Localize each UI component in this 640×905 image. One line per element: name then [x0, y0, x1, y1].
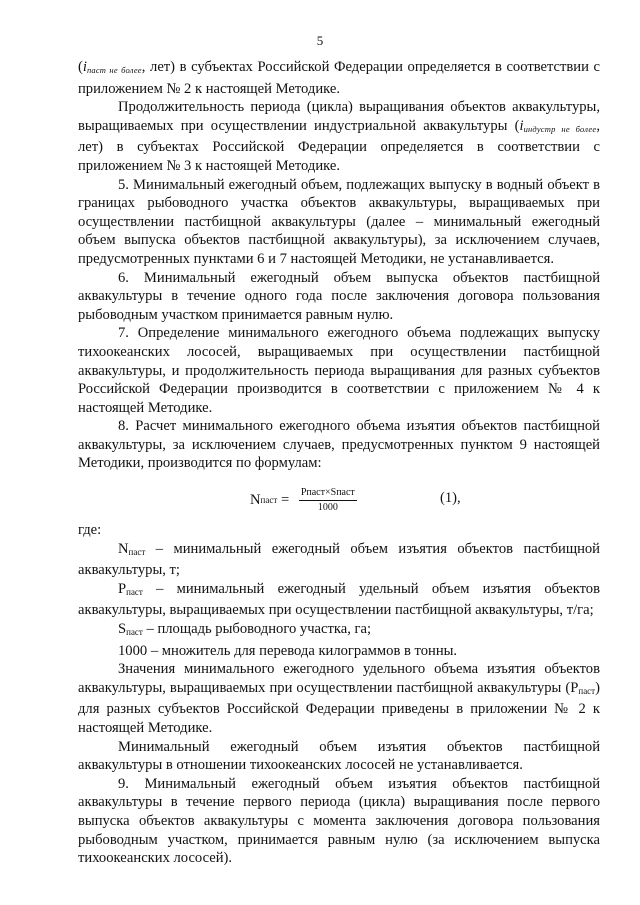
- formula-lhs-subscript: паст: [260, 494, 278, 505]
- symbol-n-subscript: паст: [128, 546, 146, 557]
- where-label: где:: [78, 522, 102, 539]
- definition-p-text: – минимальный ежегодный удельный объем изъятия объектов аквакультуры, выращиваемых при осуществлении пастбищной аквакультуры, т/га;: [78, 580, 600, 619]
- formula-expression: [250, 479, 357, 521]
- paragraph-item-6: 6. Минимальный ежегодный объем выпуска объектов пастбищной аквакультуры в течение одного года после заключения договора пользования рыбоводным участком принимается равным нулю.: [78, 269, 600, 323]
- formula-numerator: Pпаст×Sпаст: [299, 487, 357, 501]
- subscript-industr-max: индустр не более: [523, 123, 597, 134]
- definition-s-text: – площадь рыбоводного участка, га;: [142, 621, 372, 638]
- variable-i: i: [82, 59, 87, 75]
- formula-number: (1),: [440, 490, 461, 507]
- paragraph-continuation: [78, 58, 600, 98]
- definition-s: [78, 620, 600, 642]
- subscript-past-max: паст не более: [86, 65, 142, 75]
- formula-1: [78, 479, 600, 521]
- paragraph-continuation-text: , лет) в субъектах Российской Федерации определяется в соответствии с приложением № 2 к настоящей Методике.: [78, 59, 600, 97]
- paragraph-industrial-period: [78, 98, 600, 175]
- paragraph-item-8: 8. Расчет минимального ежегодного объема изъятия объектов пастбищной аквакультуры, за исключением случаев, предусмотренных пунктом 9 настоящей Методики, производится по формулам:: [78, 418, 600, 472]
- formula-denominator: 1000: [317, 501, 338, 513]
- paren-open: (: [78, 59, 83, 75]
- formula-equals: =: [277, 491, 293, 508]
- paragraph-industrial-text-b: , лет) в субъектах Российской Федерации определяется в соответствии с приложением № 3 к настоящей Методике.: [78, 117, 600, 174]
- document-body: [78, 58, 600, 868]
- paragraph-industrial-text-a: Продолжительность периода (цикла) выращивания объектов аквакультуры, выращиваемых при осуществлении индустриальной аквакультуры (: [78, 99, 600, 134]
- paragraph-item-7: 7. Определение минимального ежегодного объема подлежащих выпуску тихоокеанских лососей, выращиваемых при осуществлении пастбищной аквакультуры, и продолжительность периода выращивания для разных субъектов Российской Федерации производится в соответствии с приложением № 4 к настоящей Методике.: [78, 325, 600, 416]
- definition-n-text: – минимальный ежегодный объем изъятия объектов пастбищной аквакультуры, т;: [78, 540, 600, 579]
- formula-lhs: N: [250, 491, 261, 508]
- symbol-s-subscript: паст: [126, 627, 143, 638]
- symbol-p-subscript: паст: [578, 685, 596, 696]
- paragraph-values-text-b: ) для разных субъектов Российской Федерации приведены в приложении № 2 к настоящей Методике.: [78, 679, 600, 736]
- definition-1000: 1000 – множитель для перевода килограммов в тонны.: [118, 642, 458, 659]
- variable-i: i: [519, 117, 524, 134]
- symbol-n: N: [118, 540, 129, 557]
- symbol-p-subscript: паст: [126, 586, 143, 597]
- page-number: 5: [316, 33, 324, 48]
- paragraph-salmon: Минимальный ежегодный объем изъятия объектов пастбищной аквакультуры в отношении тихоокеанских лососей не устанавливается.: [78, 738, 600, 774]
- paragraph-values-text-a: Значения минимального ежегодного удельного объема изъятия объектов аквакультуры, выращиваемых при осуществлении пастбищной аквакультуры (P: [78, 661, 600, 696]
- definition-p: [78, 580, 600, 620]
- definition-n: [78, 540, 600, 580]
- paragraph-values: [78, 660, 600, 737]
- symbol-s: S: [118, 621, 127, 638]
- symbol-p: P: [118, 580, 127, 597]
- formula-fraction: [299, 487, 357, 514]
- paragraph-item-5: 5. Минимальный ежегодный объем, подлежащих выпуску в водный объект в границах рыбоводного участка объектов аквакультуры, выращиваемых при осуществлении пастбищной аквакультуры (далее – минимальный ежегодный объем выпуска объектов пастбищной аквакультуры), за исключением случаев, предусмотренных пунктами 6 и 7 настоящей Методики, не устанавливается.: [78, 176, 600, 267]
- paragraph-item-9: 9. Минимальный ежегодный объем изъятия объектов пастбищной аквакультуры в течение первого периода (цикла) выращивания после первого выпуска объектов аквакультуры с момента заключения договора пользования рыбоводным участком, принимается равным нулю (за исключением выпуска тихоокеанских лососей).: [78, 775, 600, 867]
